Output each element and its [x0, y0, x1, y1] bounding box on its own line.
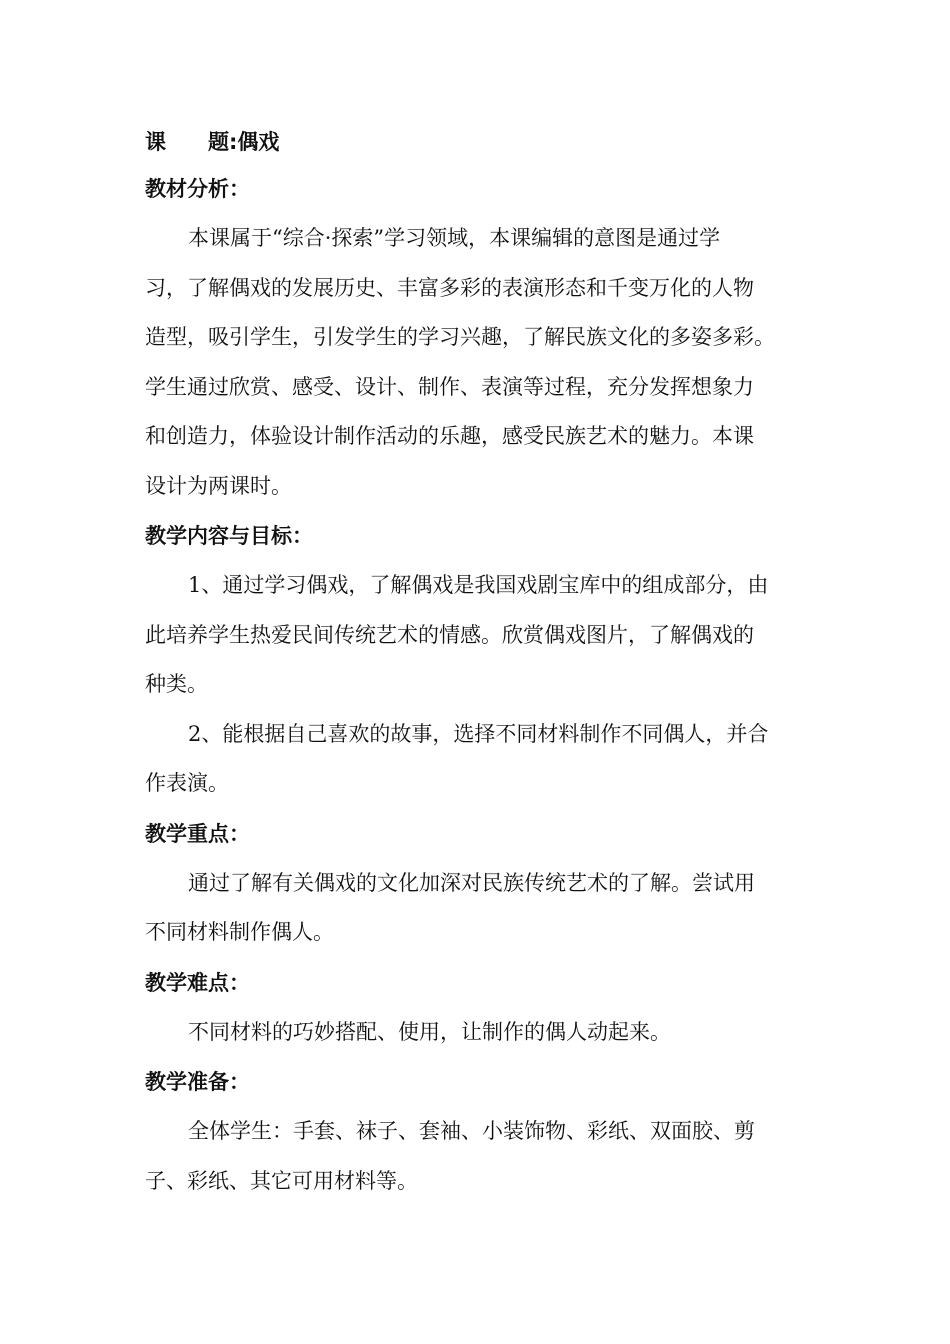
- section-heading: 教材分析：: [145, 177, 250, 201]
- paragraph-line: 不同材料的巧妙搭配、使用，让制作的偶人动起来。: [188, 1019, 671, 1044]
- paragraph-line: 全体学生：手套、袜子、套袖、小装饰物、彩纸、双面胶、剪: [188, 1119, 755, 1143]
- section-paragraph: [145, 561, 825, 710]
- paragraph-line: 本课属于“综合·探索”学习领域，本课编辑的意图是通过学: [188, 226, 721, 250]
- section-heading: 教学重点：: [145, 821, 250, 846]
- lesson-title: [145, 120, 825, 164]
- section-heading: 教学准备：: [145, 1070, 250, 1094]
- paragraph-line: 学生通过欣赏、感受、设计、制作、表演等过程，充分发挥想象力: [145, 374, 754, 399]
- paragraph-line: 2、能根据自己喜欢的故事，选择不同材料制作不同偶人，并合: [188, 721, 769, 746]
- paragraph-line: 和创造力，体验设计制作活动的乐趣，感受民族艺术的魅力。本课: [145, 424, 754, 448]
- section-paragraph: [145, 214, 825, 511]
- paragraph-line: 子、彩纸、其它可用材料等。: [145, 1168, 418, 1193]
- paragraph-line: 造型，吸引学生，引发学生的学习兴趣，了解民族文化的多姿多彩。: [145, 325, 775, 349]
- paragraph-line: 1、通过学习偶戏，了解偶戏是我国戏剧宝库中的组成部分，由: [188, 573, 769, 597]
- document-page: [145, 120, 825, 1206]
- paragraph-line: 习，了解偶戏的发展历史、丰富多彩的表演形态和千变万化的人物: [145, 275, 754, 300]
- section-paragraph: [145, 710, 825, 809]
- document-body: [145, 164, 825, 1206]
- section-paragraph: [145, 1008, 825, 1058]
- paragraph-line: 此培养学生热爱民间传统艺术的情感。欣赏偶戏图片，了解偶戏的: [145, 622, 754, 647]
- section-paragraph: [145, 859, 825, 958]
- title-label-part-2: 题:: [208, 130, 238, 154]
- title-value: 偶戏: [237, 130, 280, 154]
- paragraph-line: 通过了解有关偶戏的文化加深对民族传统艺术的了解。尝试用: [188, 870, 755, 895]
- section-heading: 教学难点：: [145, 970, 250, 995]
- paragraph-line: 不同材料制作偶人。: [145, 920, 334, 944]
- paragraph-line: 种类。: [145, 672, 208, 696]
- paragraph-line: 设计为两课时。: [145, 473, 292, 498]
- paragraph-line: 作表演。: [145, 771, 229, 795]
- title-label-part-1: 课: [145, 130, 166, 154]
- section-heading: 教学内容与目标：: [145, 524, 313, 548]
- section-paragraph: [145, 1107, 825, 1206]
